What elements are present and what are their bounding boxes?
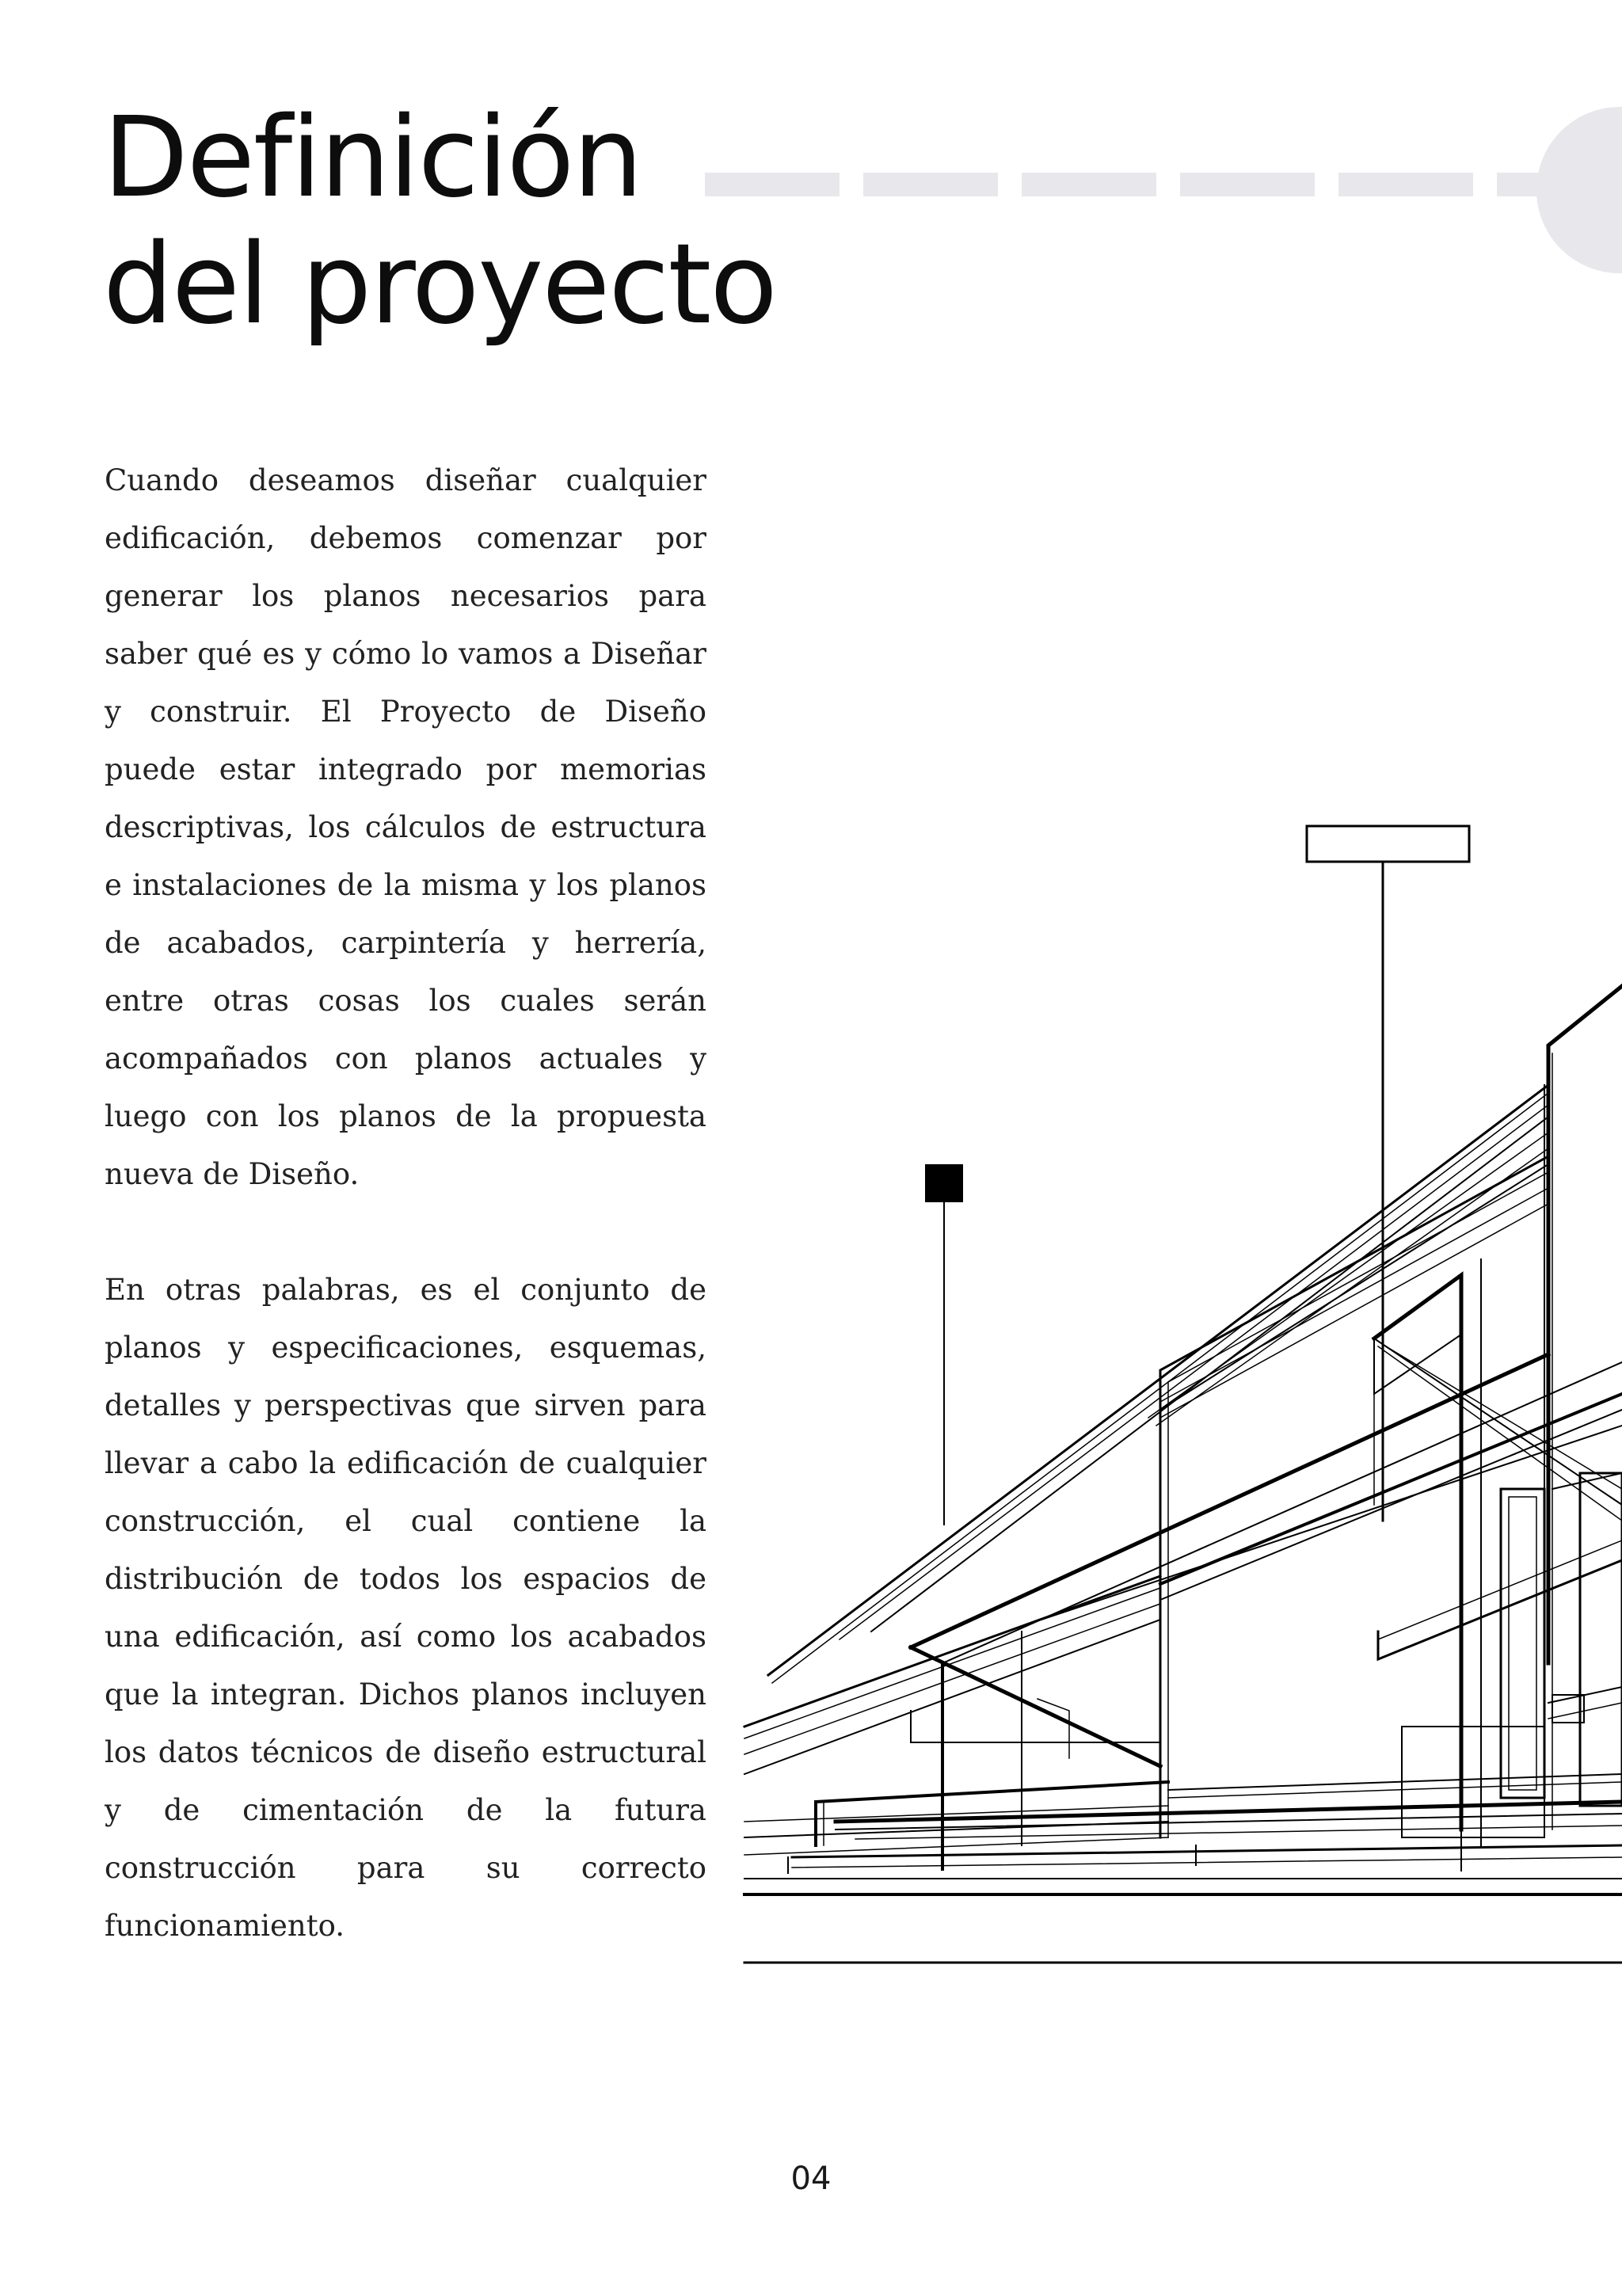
paragraph-1: Cuando deseamos diseñar cualquier edificación, debemos comenzar por generar los planos necesarios para saber qué es y cómo lo vamos a Diseñar y construir. El Proyecto de Diseño puede estar integrado por memorias descriptivas, los cálculos de estructura e instalaciones de la misma y los planos de acabados, carpintería y herrería, entre otras cosas los cuales serán acompañados con planos actuales y luego con los planos de la propuesta nueva de Diseño. xyxy=(105,463,706,1191)
paragraph-2: En otras palabras, es el conjunto de planos y especificaciones, esquemas, detalles y perspectivas que sirven para llevar a cabo la edificación de cualquier construcción, el cual contiene la distribución de todos los espacios de una edificación, así como los acabados que la integran. Dichos planos incluyen los datos técnicos de diseño estructural y de cimentación de la futura construcción para su correcto funcionamiento. xyxy=(105,1273,706,1943)
dashed-line-decoration xyxy=(705,173,1622,196)
body-text xyxy=(105,451,706,1955)
title-line-2: del proyecto xyxy=(103,220,776,349)
title-line-1: Definición xyxy=(103,93,642,223)
page-title xyxy=(103,95,776,348)
page-number: 04 xyxy=(790,2161,832,2197)
circle-decoration xyxy=(1536,107,1622,273)
architectural-wireframe-icon xyxy=(737,816,1622,1980)
